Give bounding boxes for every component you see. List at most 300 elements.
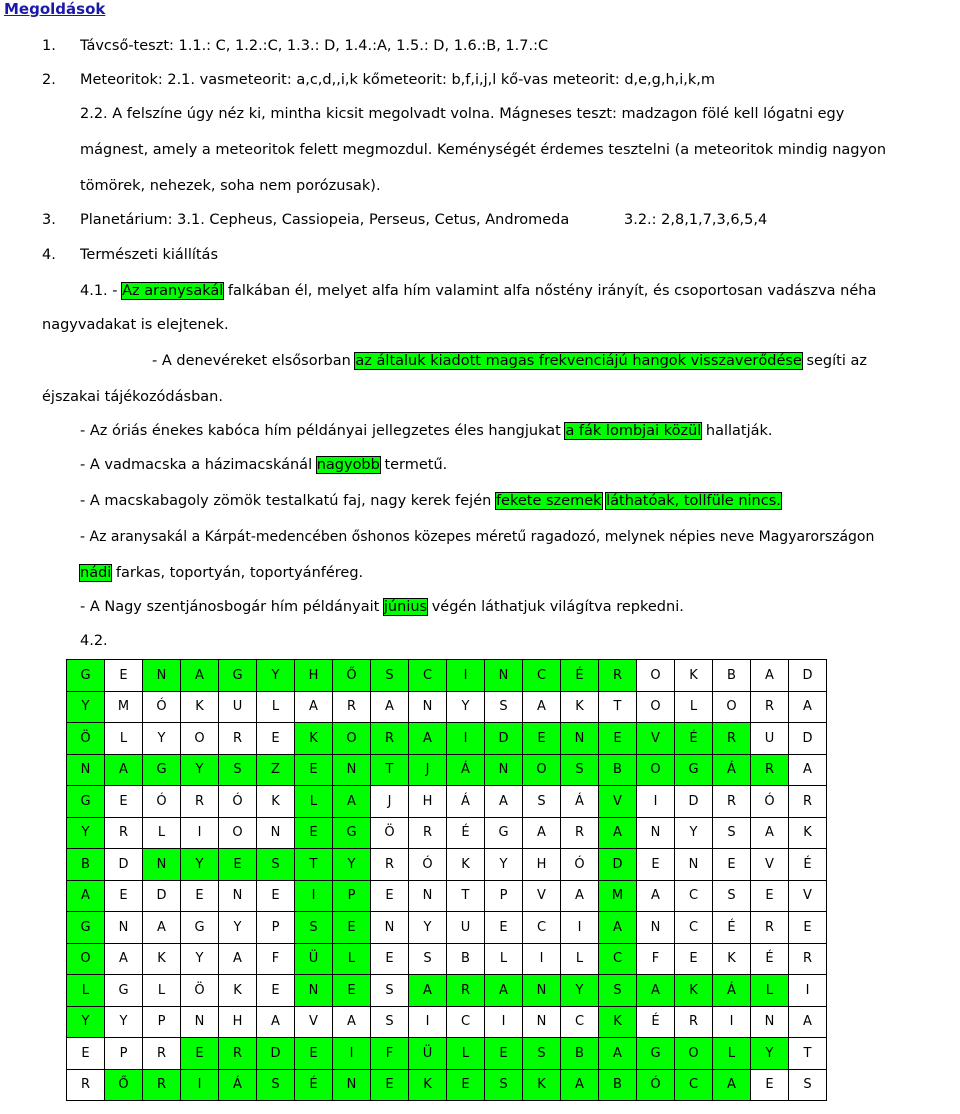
grid-cell: S	[295, 912, 333, 944]
grid-cell: I	[561, 912, 599, 944]
text: termetű.	[379, 457, 448, 473]
grid-cell: R	[143, 1038, 181, 1070]
grid-cell: N	[143, 849, 181, 881]
grid-cell: K	[675, 975, 713, 1007]
grid-row	[67, 754, 827, 786]
grid-cell: Y	[105, 1006, 143, 1038]
grid-cell: A	[219, 943, 257, 975]
page-title: Megoldások	[4, 0, 106, 18]
grid-row	[67, 880, 827, 912]
grid-cell: K	[295, 723, 333, 755]
grid-cell: C	[675, 880, 713, 912]
grid-cell: E	[751, 1069, 789, 1101]
grid-cell: K	[599, 1006, 637, 1038]
grid-cell: É	[751, 943, 789, 975]
grid-cell: A	[485, 786, 523, 818]
grid-cell: E	[371, 943, 409, 975]
grid-cell: A	[523, 817, 561, 849]
grid-cell: R	[333, 691, 371, 723]
grid-cell: A	[789, 754, 827, 786]
grid-cell: R	[789, 786, 827, 818]
grid-cell: Z	[257, 754, 295, 786]
grid-cell: B	[713, 660, 751, 692]
grid-cell: A	[751, 817, 789, 849]
grid-cell: L	[105, 723, 143, 755]
grid-cell: H	[409, 786, 447, 818]
grid-row	[67, 786, 827, 818]
grid-cell: R	[713, 723, 751, 755]
text: - Az óriás énekes kabóca hím példányai jellegzetes éles hangjukat	[80, 423, 566, 439]
highlighted-answer: június	[383, 599, 428, 615]
grid-cell: S	[713, 817, 751, 849]
grid-cell: D	[789, 660, 827, 692]
grid-cell: E	[637, 849, 675, 881]
text: - A vadmacska a házimacskánál	[80, 457, 317, 473]
grid-cell: U	[219, 691, 257, 723]
grid-cell: R	[181, 786, 219, 818]
grid-cell: G	[67, 912, 105, 944]
grid-cell: N	[637, 912, 675, 944]
answer-line-4: mágnest, amely a meteoritok felett megmozdul. Keménységét érdemes tesztelni (a meteoritok mindig nagyon	[80, 142, 887, 158]
grid-cell: Ö	[67, 723, 105, 755]
grid-cell: E	[295, 754, 333, 786]
grid-cell: E	[371, 1069, 409, 1101]
grid-cell: B	[599, 1069, 637, 1101]
grid-cell: L	[675, 691, 713, 723]
grid-cell: Ó	[143, 691, 181, 723]
grid-cell: Ó	[751, 786, 789, 818]
grid-cell: E	[371, 880, 409, 912]
grid-cell: E	[67, 1038, 105, 1070]
grid-cell: Y	[67, 817, 105, 849]
grid-cell: L	[333, 943, 371, 975]
grid-cell: D	[599, 849, 637, 881]
grid-cell: K	[181, 691, 219, 723]
grid-cell: P	[333, 880, 371, 912]
grid-cell: N	[67, 754, 105, 786]
answer-line-2	[42, 71, 716, 89]
grid-cell: Y	[409, 912, 447, 944]
grid-cell: J	[371, 786, 409, 818]
grid-cell: K	[561, 691, 599, 723]
grid-cell: R	[599, 660, 637, 692]
grid-cell: C	[675, 912, 713, 944]
grid-cell: I	[181, 817, 219, 849]
grid-cell: T	[789, 1038, 827, 1070]
grid-cell: R	[713, 786, 751, 818]
grid-cell: T	[599, 691, 637, 723]
grid-cell: É	[561, 660, 599, 692]
grid-cell: A	[105, 754, 143, 786]
grid-cell: S	[485, 691, 523, 723]
answer-line-18: 4.2.	[80, 633, 108, 649]
word-search-grid	[66, 659, 827, 1101]
grid-cell: E	[295, 1038, 333, 1070]
answer-text: Planetárium: 3.1. Cepheus, Cassiopeia, Perseus, Cetus, Andromeda	[80, 212, 570, 228]
grid-cell: A	[105, 943, 143, 975]
grid-cell: O	[181, 723, 219, 755]
grid-cell: L	[713, 1038, 751, 1070]
grid-cell: É	[447, 817, 485, 849]
text: farkas, toportyán, toportyánféreg.	[111, 565, 364, 581]
grid-cell: V	[751, 849, 789, 881]
answer-text: Távcső-teszt: 1.1.: C, 1.2.:C, 1.3.: D, 1.4.:A, 1.5.: D, 1.6.:B, 1.7.:C	[80, 38, 549, 54]
grid-cell: E	[751, 880, 789, 912]
highlighted-answer: nádi	[80, 565, 112, 581]
grid-cell: A	[599, 1038, 637, 1070]
grid-cell: V	[599, 786, 637, 818]
grid-cell: Y	[143, 723, 181, 755]
grid-cell: G	[143, 754, 181, 786]
grid-cell: A	[523, 691, 561, 723]
answer-line-15: - Az aranysakál a Kárpát-medencében őshonos közepes méretű ragadozó, melynek népies neve Magyarországon	[80, 529, 875, 545]
text: - A macskabagoly zömök testalkatú faj, nagy kerek fején	[80, 493, 496, 509]
answer-line-1	[42, 37, 549, 55]
grid-cell: D	[789, 723, 827, 755]
grid-cell: E	[333, 975, 371, 1007]
grid-cell: G	[67, 786, 105, 818]
answer-line-9: nagyvadakat is elejtenek.	[42, 317, 229, 333]
section-heading: Természeti kiállítás	[80, 247, 218, 263]
grid-cell: Á	[447, 754, 485, 786]
grid-cell: F	[637, 943, 675, 975]
grid-cell: B	[599, 754, 637, 786]
grid-cell: G	[67, 660, 105, 692]
grid-cell: Y	[675, 817, 713, 849]
answer-line-5: tömörek, nehezek, soha nem porózusak).	[80, 178, 381, 194]
grid-cell: Ö	[371, 817, 409, 849]
grid-cell: S	[257, 849, 295, 881]
grid-row	[67, 849, 827, 881]
grid-cell: G	[105, 975, 143, 1007]
grid-cell: R	[219, 723, 257, 755]
answer-line-14	[80, 492, 781, 510]
grid-row	[67, 1006, 827, 1038]
grid-cell: I	[637, 786, 675, 818]
grid-cell: A	[181, 660, 219, 692]
grid-cell: B	[561, 1038, 599, 1070]
grid-cell: U	[751, 723, 789, 755]
highlighted-answer: nagyobb	[316, 457, 380, 473]
grid-cell: É	[295, 1069, 333, 1101]
grid-cell: Ó	[637, 1069, 675, 1101]
grid-cell: S	[409, 943, 447, 975]
grid-cell: É	[713, 912, 751, 944]
grid-cell: A	[409, 975, 447, 1007]
grid-cell: E	[295, 817, 333, 849]
grid-cell: É	[789, 849, 827, 881]
grid-row	[67, 817, 827, 849]
grid-cell: Ő	[105, 1069, 143, 1101]
grid-cell: P	[257, 912, 295, 944]
grid-cell: L	[485, 943, 523, 975]
grid-cell: K	[523, 1069, 561, 1101]
grid-cell: S	[485, 1069, 523, 1101]
grid-cell: I	[409, 1006, 447, 1038]
grid-cell: O	[219, 817, 257, 849]
grid-cell: K	[713, 943, 751, 975]
grid-cell: E	[485, 912, 523, 944]
grid-cell: V	[789, 880, 827, 912]
grid-cell: O	[637, 691, 675, 723]
grid-cell: R	[409, 817, 447, 849]
grid-cell: I	[485, 1006, 523, 1038]
grid-cell: O	[333, 723, 371, 755]
grid-cell: V	[295, 1006, 333, 1038]
answer-line-3: 2.2. A felszíne úgy néz ki, mintha kicsit megolvadt volna. Mágneses teszt: madzagon fölé kell lógatni egy	[80, 106, 845, 122]
highlighted-answer: a fák lombjai közül	[565, 423, 702, 439]
grid-cell: D	[105, 849, 143, 881]
grid-cell: Y	[447, 691, 485, 723]
grid-cell: P	[143, 1006, 181, 1038]
grid-cell: C	[409, 660, 447, 692]
grid-cell: A	[789, 1006, 827, 1038]
grid-row	[67, 1069, 827, 1101]
grid-cell: O	[713, 691, 751, 723]
grid-cell: R	[751, 691, 789, 723]
answer-line-12	[80, 422, 773, 440]
grid-cell: E	[713, 849, 751, 881]
grid-cell: C	[523, 660, 561, 692]
grid-cell: G	[637, 1038, 675, 1070]
grid-cell: N	[181, 1006, 219, 1038]
grid-cell: V	[523, 880, 561, 912]
grid-cell: A	[561, 880, 599, 912]
grid-cell: N	[219, 880, 257, 912]
grid-cell: D	[143, 880, 181, 912]
grid-cell: Y	[181, 943, 219, 975]
grid-cell: A	[333, 1006, 371, 1038]
grid-cell: S	[789, 1069, 827, 1101]
grid-cell: S	[713, 880, 751, 912]
grid-cell: H	[219, 1006, 257, 1038]
grid-cell: E	[599, 723, 637, 755]
grid-cell: C	[447, 1006, 485, 1038]
grid-cell: I	[295, 880, 333, 912]
answer-line-10	[152, 352, 867, 370]
grid-cell: G	[675, 754, 713, 786]
grid-cell: S	[371, 660, 409, 692]
grid-cell: N	[371, 912, 409, 944]
grid-cell: F	[371, 1038, 409, 1070]
grid-cell: L	[561, 943, 599, 975]
grid-cell: S	[523, 1038, 561, 1070]
grid-cell: G	[333, 817, 371, 849]
item-number: 3.	[42, 212, 56, 228]
grid-cell: I	[447, 723, 485, 755]
grid-cell: A	[257, 1006, 295, 1038]
highlighted-answer: az általuk kiadott magas frekvenciájú hangok visszaverődése	[355, 353, 802, 369]
grid-cell: R	[105, 817, 143, 849]
grid-cell: T	[447, 880, 485, 912]
grid-row	[67, 1038, 827, 1070]
highlighted-answer: fekete szemek	[495, 493, 602, 509]
grid-cell: R	[447, 975, 485, 1007]
grid-cell: L	[295, 786, 333, 818]
grid-cell: Ó	[409, 849, 447, 881]
highlighted-answer: Az aranysakál	[122, 283, 224, 299]
answer-text-extra: 3.2.: 2,8,1,7,3,6,5,4	[624, 212, 768, 228]
grid-cell: Y	[485, 849, 523, 881]
grid-cell: A	[751, 660, 789, 692]
item-number: 2.	[42, 72, 56, 88]
grid-cell: D	[257, 1038, 295, 1070]
grid-cell: Y	[219, 912, 257, 944]
grid-cell: Á	[561, 786, 599, 818]
grid-cell: K	[675, 660, 713, 692]
grid-cell: N	[637, 817, 675, 849]
grid-cell: Á	[447, 786, 485, 818]
grid-cell: N	[333, 754, 371, 786]
answer-line-13	[80, 456, 447, 474]
grid-cell: N	[409, 691, 447, 723]
grid-cell: É	[637, 1006, 675, 1038]
grid-row	[67, 660, 827, 692]
grid-cell: E	[257, 975, 295, 1007]
grid-cell: N	[751, 1006, 789, 1038]
grid-cell: L	[751, 975, 789, 1007]
grid-cell: K	[447, 849, 485, 881]
grid-cell: S	[371, 975, 409, 1007]
grid-cell: R	[143, 1069, 181, 1101]
grid-cell: E	[105, 660, 143, 692]
grid-cell: P	[105, 1038, 143, 1070]
grid-cell: R	[561, 817, 599, 849]
grid-cell: K	[219, 975, 257, 1007]
grid-cell: A	[143, 912, 181, 944]
grid-cell: Ü	[295, 943, 333, 975]
grid-cell: I	[523, 943, 561, 975]
grid-row	[67, 912, 827, 944]
grid-cell: Ó	[143, 786, 181, 818]
grid-cell: Y	[561, 975, 599, 1007]
grid-cell: D	[485, 723, 523, 755]
answer-text: Meteoritok: 2.1. vasmeteorit: a,c,d,,i,k kőmeteorit: b,f,i,j,l kő-vas meteorit: d,e,g,h,i,k,m	[80, 72, 716, 88]
grid-cell: O	[637, 660, 675, 692]
grid-cell: A	[561, 1069, 599, 1101]
grid-cell: N	[561, 723, 599, 755]
grid-cell: G	[485, 817, 523, 849]
grid-cell: D	[675, 786, 713, 818]
grid-cell: C	[561, 1006, 599, 1038]
grid-cell: O	[523, 754, 561, 786]
grid-cell: Y	[67, 691, 105, 723]
grid-cell: B	[67, 849, 105, 881]
grid-cell: E	[219, 849, 257, 881]
grid-cell: E	[257, 880, 295, 912]
grid-cell: E	[523, 723, 561, 755]
grid-row	[67, 975, 827, 1007]
grid-cell: E	[789, 912, 827, 944]
grid-cell: E	[485, 1038, 523, 1070]
grid-cell: S	[561, 754, 599, 786]
grid-cell: S	[371, 1006, 409, 1038]
answer-line-7	[42, 246, 218, 264]
grid-cell: N	[485, 754, 523, 786]
grid-cell: S	[219, 754, 257, 786]
answer-line-6	[42, 211, 768, 229]
grid-cell: K	[143, 943, 181, 975]
grid-cell: A	[599, 817, 637, 849]
grid-cell: T	[295, 849, 333, 881]
grid-cell: N	[409, 880, 447, 912]
grid-cell: A	[637, 880, 675, 912]
grid-cell: A	[67, 880, 105, 912]
grid-cell: L	[143, 817, 181, 849]
answer-line-8	[80, 282, 876, 300]
grid-cell: I	[789, 975, 827, 1007]
grid-cell: I	[181, 1069, 219, 1101]
item-number: 4.	[42, 247, 56, 263]
grid-cell: E	[105, 786, 143, 818]
grid-cell: O	[67, 943, 105, 975]
grid-cell: Á	[219, 1069, 257, 1101]
grid-cell: L	[143, 975, 181, 1007]
grid-cell: I	[333, 1038, 371, 1070]
grid-cell: C	[599, 943, 637, 975]
grid-cell: R	[371, 849, 409, 881]
grid-cell: Y	[181, 754, 219, 786]
grid-cell: A	[409, 723, 447, 755]
item-number: 1.	[42, 38, 56, 54]
grid-cell: N	[675, 849, 713, 881]
grid-cell: F	[257, 943, 295, 975]
grid-cell: R	[219, 1038, 257, 1070]
grid-cell: Y	[333, 849, 371, 881]
grid-cell: A	[637, 975, 675, 1007]
grid-row	[67, 943, 827, 975]
grid-cell: R	[675, 1006, 713, 1038]
grid-cell: A	[485, 975, 523, 1007]
text: 4.1. -	[80, 283, 123, 299]
grid-cell: S	[523, 786, 561, 818]
grid-cell: G	[219, 660, 257, 692]
grid-cell: N	[523, 975, 561, 1007]
grid-cell: Ó	[561, 849, 599, 881]
grid-cell: Á	[713, 975, 751, 1007]
grid-cell: E	[105, 880, 143, 912]
text: segíti az	[801, 353, 867, 369]
grid-cell: A	[371, 691, 409, 723]
answer-line-11: éjszakai tájékozódásban.	[42, 389, 223, 405]
grid-cell: N	[333, 1069, 371, 1101]
grid-cell: Y	[67, 1006, 105, 1038]
grid-cell: Ü	[409, 1038, 447, 1070]
text: - A Nagy szentjánosbogár hím példányait	[80, 599, 384, 615]
grid-cell: N	[105, 912, 143, 944]
grid-cell: Y	[257, 660, 295, 692]
grid-cell: K	[789, 817, 827, 849]
grid-cell: S	[599, 975, 637, 1007]
grid-cell: C	[523, 912, 561, 944]
grid-cell: N	[257, 817, 295, 849]
grid-cell: R	[67, 1069, 105, 1101]
highlighted-answer: láthatóak, tollfüle nincs.	[606, 493, 781, 509]
grid-cell: E	[181, 880, 219, 912]
grid-cell: G	[181, 912, 219, 944]
grid-cell: E	[333, 912, 371, 944]
grid-cell: V	[637, 723, 675, 755]
grid-cell: N	[143, 660, 181, 692]
grid-cell: B	[447, 943, 485, 975]
grid-cell: A	[599, 912, 637, 944]
grid-cell: L	[257, 691, 295, 723]
grid-cell: N	[295, 975, 333, 1007]
grid-cell: E	[447, 1069, 485, 1101]
grid-cell: M	[599, 880, 637, 912]
grid-cell: Ö	[181, 975, 219, 1007]
grid-cell: K	[409, 1069, 447, 1101]
